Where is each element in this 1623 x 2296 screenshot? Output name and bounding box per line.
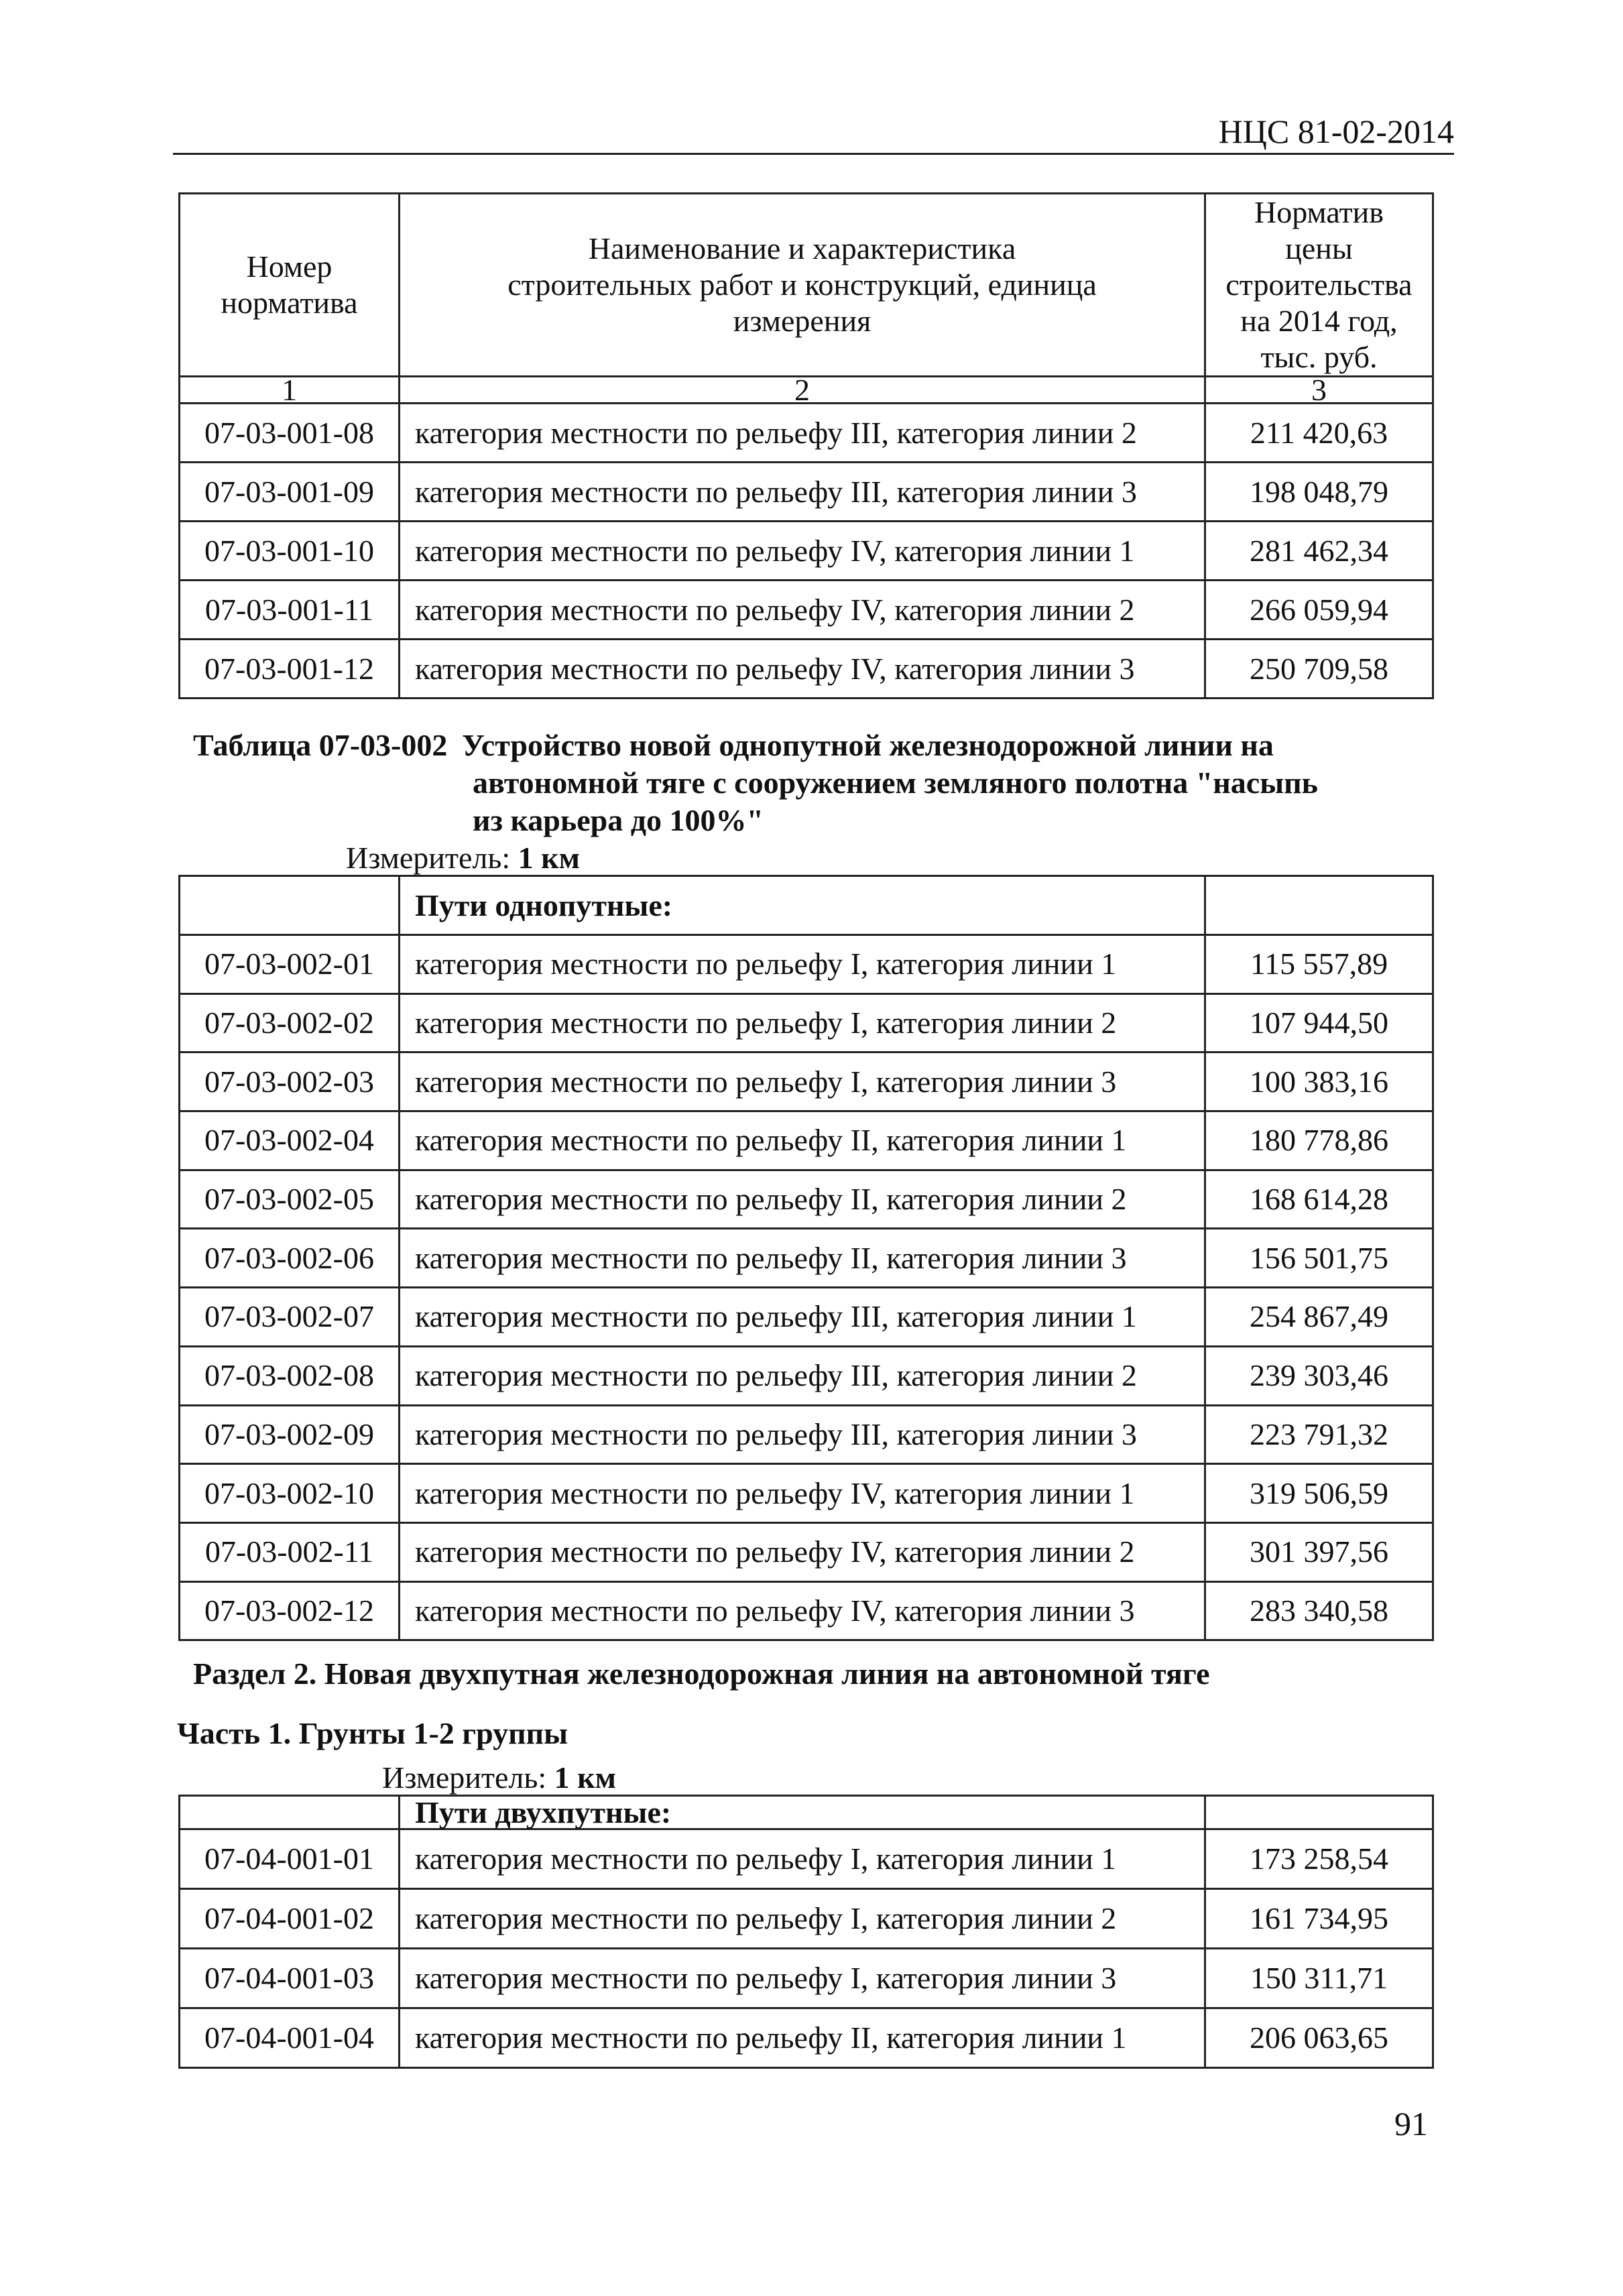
table-row — [180, 581, 1433, 640]
table-title-line-2: автономной тяге с сооружением земляного полотна "насыпь — [473, 766, 1318, 800]
table-row — [180, 935, 1433, 994]
work-description: категория местности по рельефу I, категория линии 3 — [400, 1949, 1205, 2008]
unit-label: Измеритель: — [382, 1760, 547, 1795]
table-row — [180, 1522, 1433, 1581]
table-row — [180, 1229, 1433, 1288]
price-value: 150 311,71 — [1205, 1949, 1433, 2008]
empty-cell — [180, 876, 400, 935]
standard-code: 07-03-002-03 — [180, 1052, 400, 1111]
standard-code: 07-03-002-01 — [180, 935, 400, 994]
price-value: 107 944,50 — [1205, 993, 1433, 1052]
price-value: 254 867,49 — [1205, 1288, 1433, 1347]
section-header: Пути двухпутные: — [400, 1796, 1205, 1829]
standard-code: 07-03-002-02 — [180, 993, 400, 1052]
header-rule — [173, 153, 1454, 155]
column-number: 1 — [180, 377, 400, 404]
empty-cell — [180, 1796, 400, 1829]
table-row — [180, 404, 1433, 463]
header-price-standard: Норматив цены строительства на 2014 год, тыс. руб. — [1205, 194, 1433, 377]
table-header-row — [180, 194, 1433, 377]
work-description: категория местности по рельефу IV, категория линии 1 — [400, 522, 1205, 581]
standard-code: 07-03-001-08 — [180, 404, 400, 463]
header-standard-number: Номер норматива — [180, 194, 400, 377]
column-number-row — [180, 377, 1433, 404]
standard-code: 07-03-002-12 — [180, 1581, 400, 1640]
unit-label: Измеритель: — [346, 841, 511, 875]
standard-code: 07-03-001-10 — [180, 522, 400, 581]
work-description: категория местности по рельефу IV, категория линии 3 — [400, 640, 1205, 699]
work-description: категория местности по рельефу III, категория линии 3 — [400, 463, 1205, 522]
standard-code: 07-03-002-05 — [180, 1170, 400, 1229]
price-value: 156 501,75 — [1205, 1229, 1433, 1288]
work-description: категория местности по рельефу IV, категория линии 3 — [400, 1581, 1205, 1640]
table-row — [180, 993, 1433, 1052]
table-row — [180, 1405, 1433, 1464]
table-row — [180, 1581, 1433, 1640]
price-value: 281 462,34 — [1205, 522, 1433, 581]
table-row — [180, 1052, 1433, 1111]
section-title: Раздел 2. Новая двухпутная железнодорожная линия на автономной тяге — [193, 1656, 1210, 1691]
standard-code: 07-03-002-06 — [180, 1229, 400, 1288]
standard-code: 07-04-001-01 — [180, 1829, 400, 1889]
price-value: 319 506,59 — [1205, 1464, 1433, 1523]
work-description: категория местности по рельефу I, категория линии 3 — [400, 1052, 1205, 1111]
table-row — [180, 1111, 1433, 1170]
unit-of-measure — [346, 840, 580, 876]
work-description: категория местности по рельефу I, категория линии 2 — [400, 993, 1205, 1052]
table-row — [180, 640, 1433, 699]
price-value: 283 340,58 — [1205, 1581, 1433, 1640]
price-value: 239 303,46 — [1205, 1346, 1433, 1405]
price-value: 100 383,16 — [1205, 1052, 1433, 1111]
unit-of-measure — [382, 1760, 616, 1796]
standards-table-07-04-001 — [178, 1795, 1434, 2069]
page-number: 91 — [1394, 2105, 1428, 2142]
unit-value: 1 км — [518, 841, 580, 875]
table-row — [180, 1346, 1433, 1405]
standard-code: 07-04-001-04 — [180, 2008, 400, 2068]
standard-code: 07-03-002-11 — [180, 1522, 400, 1581]
standard-code: 07-03-001-09 — [180, 463, 400, 522]
standard-code: 07-03-002-09 — [180, 1405, 400, 1464]
standards-table-07-03-002 — [178, 875, 1434, 1641]
price-value: 223 791,32 — [1205, 1405, 1433, 1464]
work-description: категория местности по рельефу I, категория линии 1 — [400, 1829, 1205, 1889]
work-description: категория местности по рельефу III, категория линии 2 — [400, 1346, 1205, 1405]
standard-code: 07-04-001-03 — [180, 1949, 400, 2008]
column-number: 2 — [400, 377, 1205, 404]
work-description: категория местности по рельефу IV, категория линии 1 — [400, 1464, 1205, 1523]
price-value: 301 397,56 — [1205, 1522, 1433, 1581]
part-title: Часть 1. Грунты 1-2 группы — [177, 1716, 568, 1750]
work-description: категория местности по рельефу I, категория линии 2 — [400, 1889, 1205, 1949]
empty-cell — [1205, 876, 1433, 935]
section-header-row — [180, 876, 1433, 935]
standard-code: 07-04-001-02 — [180, 1889, 400, 1949]
table-row — [180, 463, 1433, 522]
standard-code: 07-03-002-04 — [180, 1111, 400, 1170]
work-description: категория местности по рельефу III, категория линии 2 — [400, 404, 1205, 463]
section-header: Пути однопутные: — [400, 876, 1205, 935]
table-row — [180, 1949, 1433, 2008]
price-value: 211 420,63 — [1205, 404, 1433, 463]
standard-code: 07-03-002-10 — [180, 1464, 400, 1523]
standard-code: 07-03-002-08 — [180, 1346, 400, 1405]
table-row — [180, 1889, 1433, 1949]
work-description: категория местности по рельефу IV, категория линии 2 — [400, 1522, 1205, 1581]
empty-cell — [1205, 1796, 1433, 1829]
table-row — [180, 1288, 1433, 1347]
column-number: 3 — [1205, 377, 1433, 404]
standard-code: 07-03-001-11 — [180, 581, 400, 640]
price-value: 168 614,28 — [1205, 1170, 1433, 1229]
unit-value: 1 км — [554, 1760, 616, 1795]
standard-code: 07-03-002-07 — [180, 1288, 400, 1347]
work-description: категория местности по рельефу III, категория линии 3 — [400, 1405, 1205, 1464]
table-title-line-1: Устройство новой однопутной железнодорожной линии на — [462, 728, 1274, 762]
table-row — [180, 2008, 1433, 2068]
price-value: 115 557,89 — [1205, 935, 1433, 994]
standards-table-07-03-001 — [178, 192, 1434, 699]
price-value: 206 063,65 — [1205, 2008, 1433, 2068]
header-work-description: Наименование и характеристика строительных работ и конструкций, единица измерения — [400, 194, 1205, 377]
work-description: категория местности по рельефу II, категория линии 2 — [400, 1170, 1205, 1229]
standard-code: 07-03-001-12 — [180, 640, 400, 699]
price-value: 180 778,86 — [1205, 1111, 1433, 1170]
table-row — [180, 1464, 1433, 1523]
work-description: категория местности по рельефу IV, категория линии 2 — [400, 581, 1205, 640]
table-title-line-3: из карьера до 100%" — [473, 803, 764, 837]
work-description: категория местности по рельефу II, категория линии 1 — [400, 2008, 1205, 2068]
table-title-label: Таблица 07-03-002 — [193, 728, 448, 762]
price-value: 173 258,54 — [1205, 1829, 1433, 1889]
price-value: 266 059,94 — [1205, 581, 1433, 640]
table-row — [180, 522, 1433, 581]
work-description: категория местности по рельефу II, категория линии 1 — [400, 1111, 1205, 1170]
price-value: 250 709,58 — [1205, 640, 1433, 699]
table-row — [180, 1829, 1433, 1889]
document-code: НЦС 81-02-2014 — [1218, 113, 1454, 150]
work-description: категория местности по рельефу II, категория линии 3 — [400, 1229, 1205, 1288]
price-value: 161 734,95 — [1205, 1889, 1433, 1949]
table-row — [180, 1170, 1433, 1229]
section-header-row — [180, 1796, 1433, 1829]
work-description: категория местности по рельефу I, категория линии 1 — [400, 935, 1205, 994]
work-description: категория местности по рельефу III, категория линии 1 — [400, 1288, 1205, 1347]
price-value: 198 048,79 — [1205, 463, 1433, 522]
